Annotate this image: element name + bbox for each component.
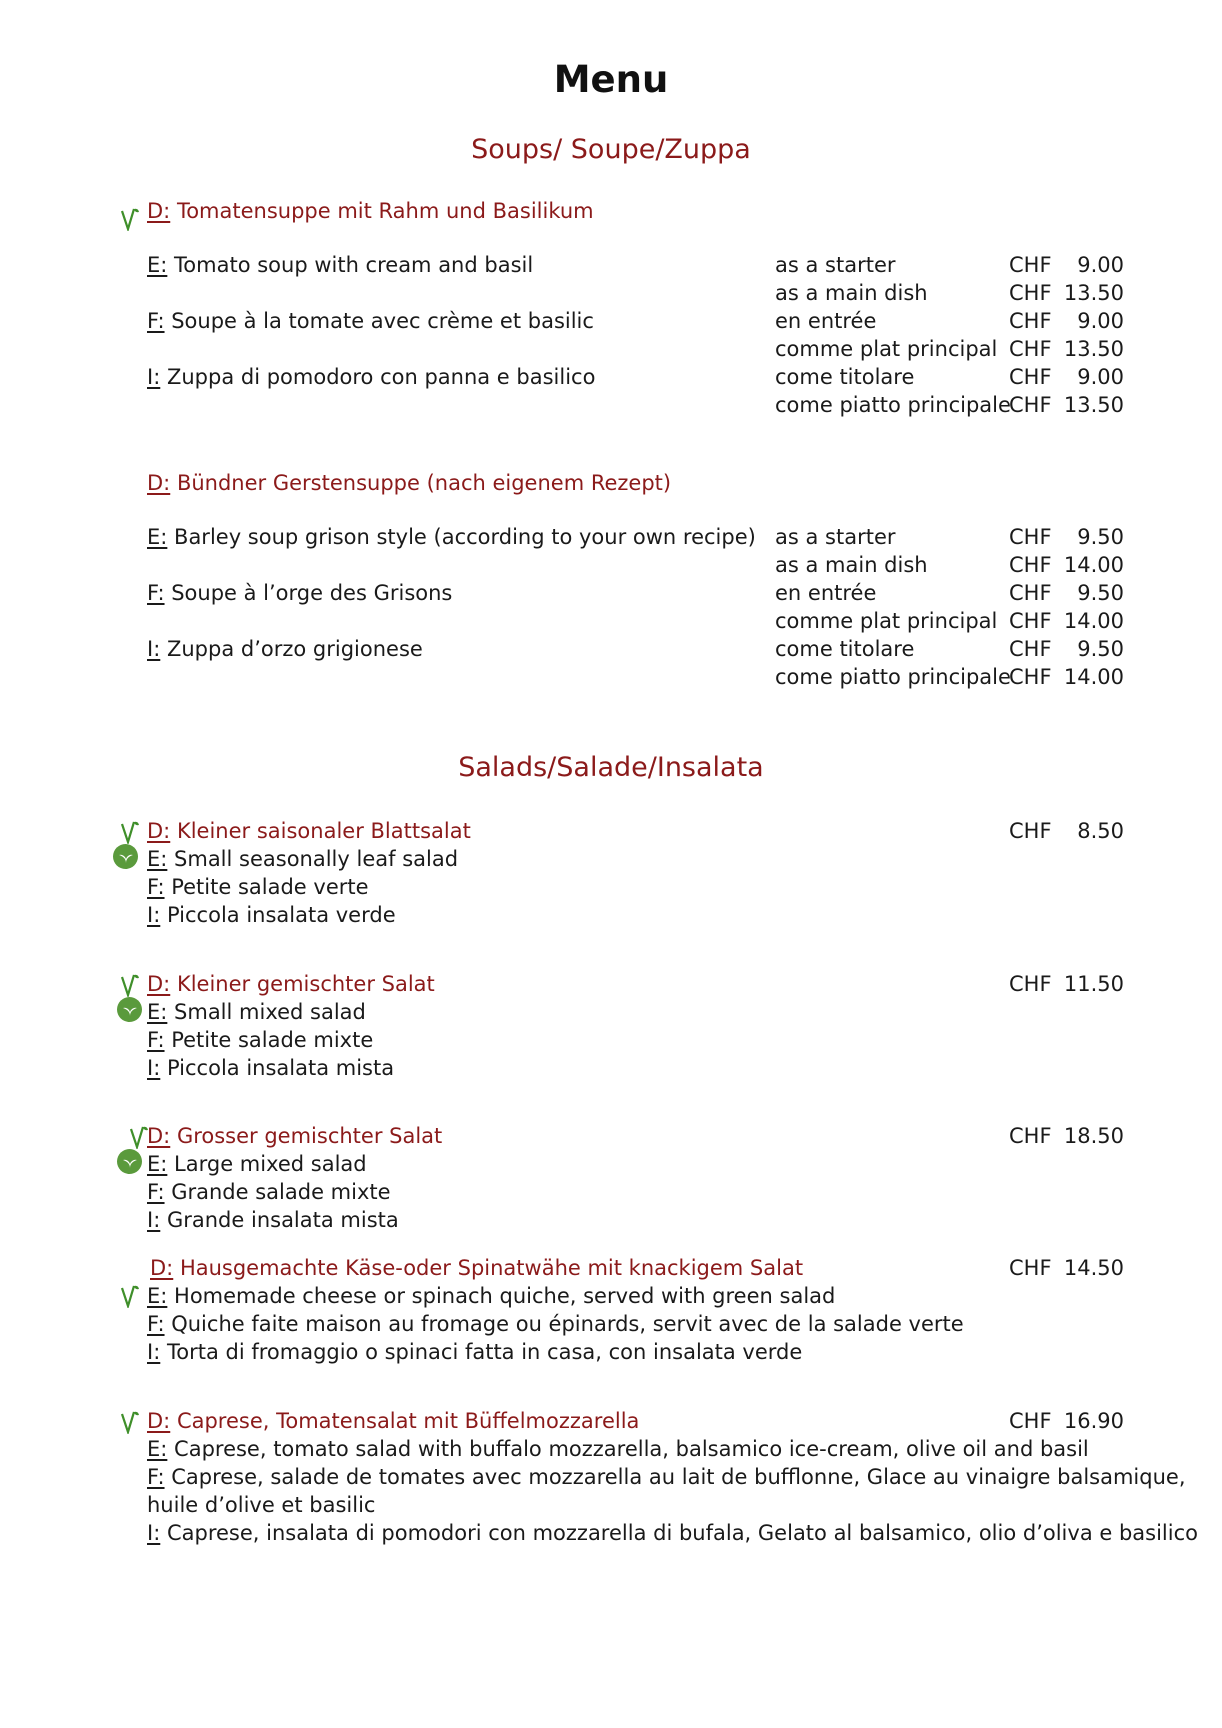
price-amount: 16.90 — [1063, 1409, 1124, 1433]
tomato-soup-fr: F: Soupe à la tomate avec crème et basilic — [147, 309, 594, 333]
vegetarian-sprout-icon — [118, 1408, 140, 1434]
small-leaf-salad-de: D: Kleiner saisonaler Blattsalat — [147, 819, 471, 843]
price-option-label: come titolare — [775, 365, 915, 389]
caprese-fr: F: Caprese, salade de tomates avec mozzarella au lait de bufflonne, Glace au vinaigre balsamique, — [147, 1465, 1186, 1489]
section-heading-salads: Salads/Salade/Insalata — [458, 752, 764, 783]
large-mixed-salad-it: I: Grande insalata mista — [147, 1208, 399, 1232]
barley-soup-fr: F: Soupe à l’orge des Grisons — [147, 581, 453, 605]
price-option-label: come piatto principale — [775, 665, 1011, 689]
small-leaf-salad-it: I: Piccola insalata verde — [147, 903, 396, 927]
currency-label: CHF — [1009, 281, 1052, 305]
price-option-label: comme plat principal — [775, 337, 998, 361]
currency-label: CHF — [1009, 365, 1052, 389]
barley-soup-en: E: Barley soup grison style (according to your own recipe) — [147, 525, 756, 549]
price-option-label: come titolare — [775, 637, 915, 661]
large-mixed-salad-fr: F: Grande salade mixte — [147, 1180, 391, 1204]
large-mixed-salad-de: D: Grosser gemischter Salat — [147, 1124, 443, 1148]
small-mixed-salad-fr: F: Petite salade mixte — [147, 1028, 374, 1052]
caprese-en: E: Caprese, tomato salad with buffalo mozzarella, balsamico ice-cream, olive oil and basil — [147, 1437, 1089, 1461]
quiche-en: E: Homemade cheese or spinach quiche, served with green salad — [147, 1284, 836, 1308]
price-option-label: en entrée — [775, 581, 877, 605]
price-option-label: come piatto principale — [775, 393, 1011, 417]
vegetarian-sprout-icon — [127, 1123, 149, 1149]
currency-label: CHF — [1009, 1256, 1052, 1280]
quiche-fr: F: Quiche faite maison au fromage ou épinards, servit avec de la salade verte — [147, 1312, 964, 1336]
vegetarian-sprout-icon — [118, 971, 140, 997]
currency-label: CHF — [1009, 637, 1052, 661]
price-amount: 9.50 — [1077, 637, 1124, 661]
price-option-label: as a main dish — [775, 553, 928, 577]
price-amount: 14.00 — [1063, 553, 1124, 577]
price-amount: 14.00 — [1063, 665, 1124, 689]
small-leaf-salad-fr: F: Petite salade verte — [147, 875, 369, 899]
page-title: Menu — [553, 58, 669, 101]
quiche-it: I: Torta di fromaggio o spinaci fatta in casa, con insalata verde — [147, 1340, 803, 1364]
caprese-fr-continued: huile d’olive et basilic — [147, 1493, 376, 1517]
currency-label: CHF — [1009, 1124, 1052, 1148]
currency-label: CHF — [1009, 393, 1052, 417]
currency-label: CHF — [1009, 665, 1052, 689]
currency-label: CHF — [1009, 253, 1052, 277]
currency-label: CHF — [1009, 337, 1052, 361]
price-amount: 13.50 — [1063, 393, 1124, 417]
price-option-label: as a starter — [775, 525, 896, 549]
currency-label: CHF — [1009, 972, 1052, 996]
price-amount: 13.50 — [1063, 281, 1124, 305]
price-option-label: comme plat principal — [775, 609, 998, 633]
section-heading-soups: Soups/ Soupe/Zuppa — [471, 134, 751, 165]
currency-label: CHF — [1009, 525, 1052, 549]
tomato-soup-en: E: Tomato soup with cream and basil — [147, 253, 534, 277]
quiche-de: D: Hausgemachte Käse-oder Spinatwähe mit knackigem Salat — [150, 1256, 804, 1280]
price-option-label: as a starter — [775, 253, 896, 277]
vegan-badge-icon — [117, 997, 142, 1022]
price-amount: 18.50 — [1063, 1124, 1124, 1148]
small-mixed-salad-de: D: Kleiner gemischter Salat — [147, 972, 435, 996]
price-amount: 13.50 — [1063, 337, 1124, 361]
currency-label: CHF — [1009, 1409, 1052, 1433]
price-amount: 14.50 — [1063, 1256, 1124, 1280]
currency-label: CHF — [1009, 309, 1052, 333]
currency-label: CHF — [1009, 819, 1052, 843]
caprese-de: D: Caprese, Tomatensalat mit Büffelmozzarella — [147, 1409, 640, 1433]
price-amount: 9.50 — [1077, 525, 1124, 549]
price-amount: 14.00 — [1063, 609, 1124, 633]
tomato-soup-de: D: Tomatensuppe mit Rahm und Basilikum — [147, 199, 594, 223]
barley-soup-it: I: Zuppa d’orzo grigionese — [147, 637, 423, 661]
vegetarian-sprout-icon — [118, 1282, 140, 1308]
vegetarian-sprout-icon — [118, 818, 140, 844]
vegetarian-sprout-icon — [118, 205, 140, 231]
currency-label: CHF — [1009, 553, 1052, 577]
price-amount: 9.00 — [1077, 365, 1124, 389]
price-option-label: en entrée — [775, 309, 877, 333]
currency-label: CHF — [1009, 581, 1052, 605]
large-mixed-salad-en: E: Large mixed salad — [147, 1152, 367, 1176]
small-mixed-salad-en: E: Small mixed salad — [147, 1000, 366, 1024]
price-amount: 11.50 — [1063, 972, 1124, 996]
small-leaf-salad-en: E: Small seasonally leaf salad — [147, 847, 459, 871]
barley-soup-de: D: Bündner Gerstensuppe (nach eigenem Rezept) — [147, 471, 672, 495]
caprese-it: I: Caprese, insalata di pomodori con mozzarella di bufala, Gelato al balsamico, olio d’oliva e basilico — [147, 1521, 1198, 1545]
vegan-badge-icon — [117, 1149, 142, 1174]
small-mixed-salad-it: I: Piccola insalata mista — [147, 1056, 395, 1080]
price-amount: 9.00 — [1077, 253, 1124, 277]
price-amount: 8.50 — [1077, 819, 1124, 843]
price-option-label: as a main dish — [775, 281, 928, 305]
price-amount: 9.00 — [1077, 309, 1124, 333]
tomato-soup-it: I: Zuppa di pomodoro con panna e basilico — [147, 365, 596, 389]
vegan-badge-icon — [113, 844, 138, 869]
price-amount: 9.50 — [1077, 581, 1124, 605]
currency-label: CHF — [1009, 609, 1052, 633]
